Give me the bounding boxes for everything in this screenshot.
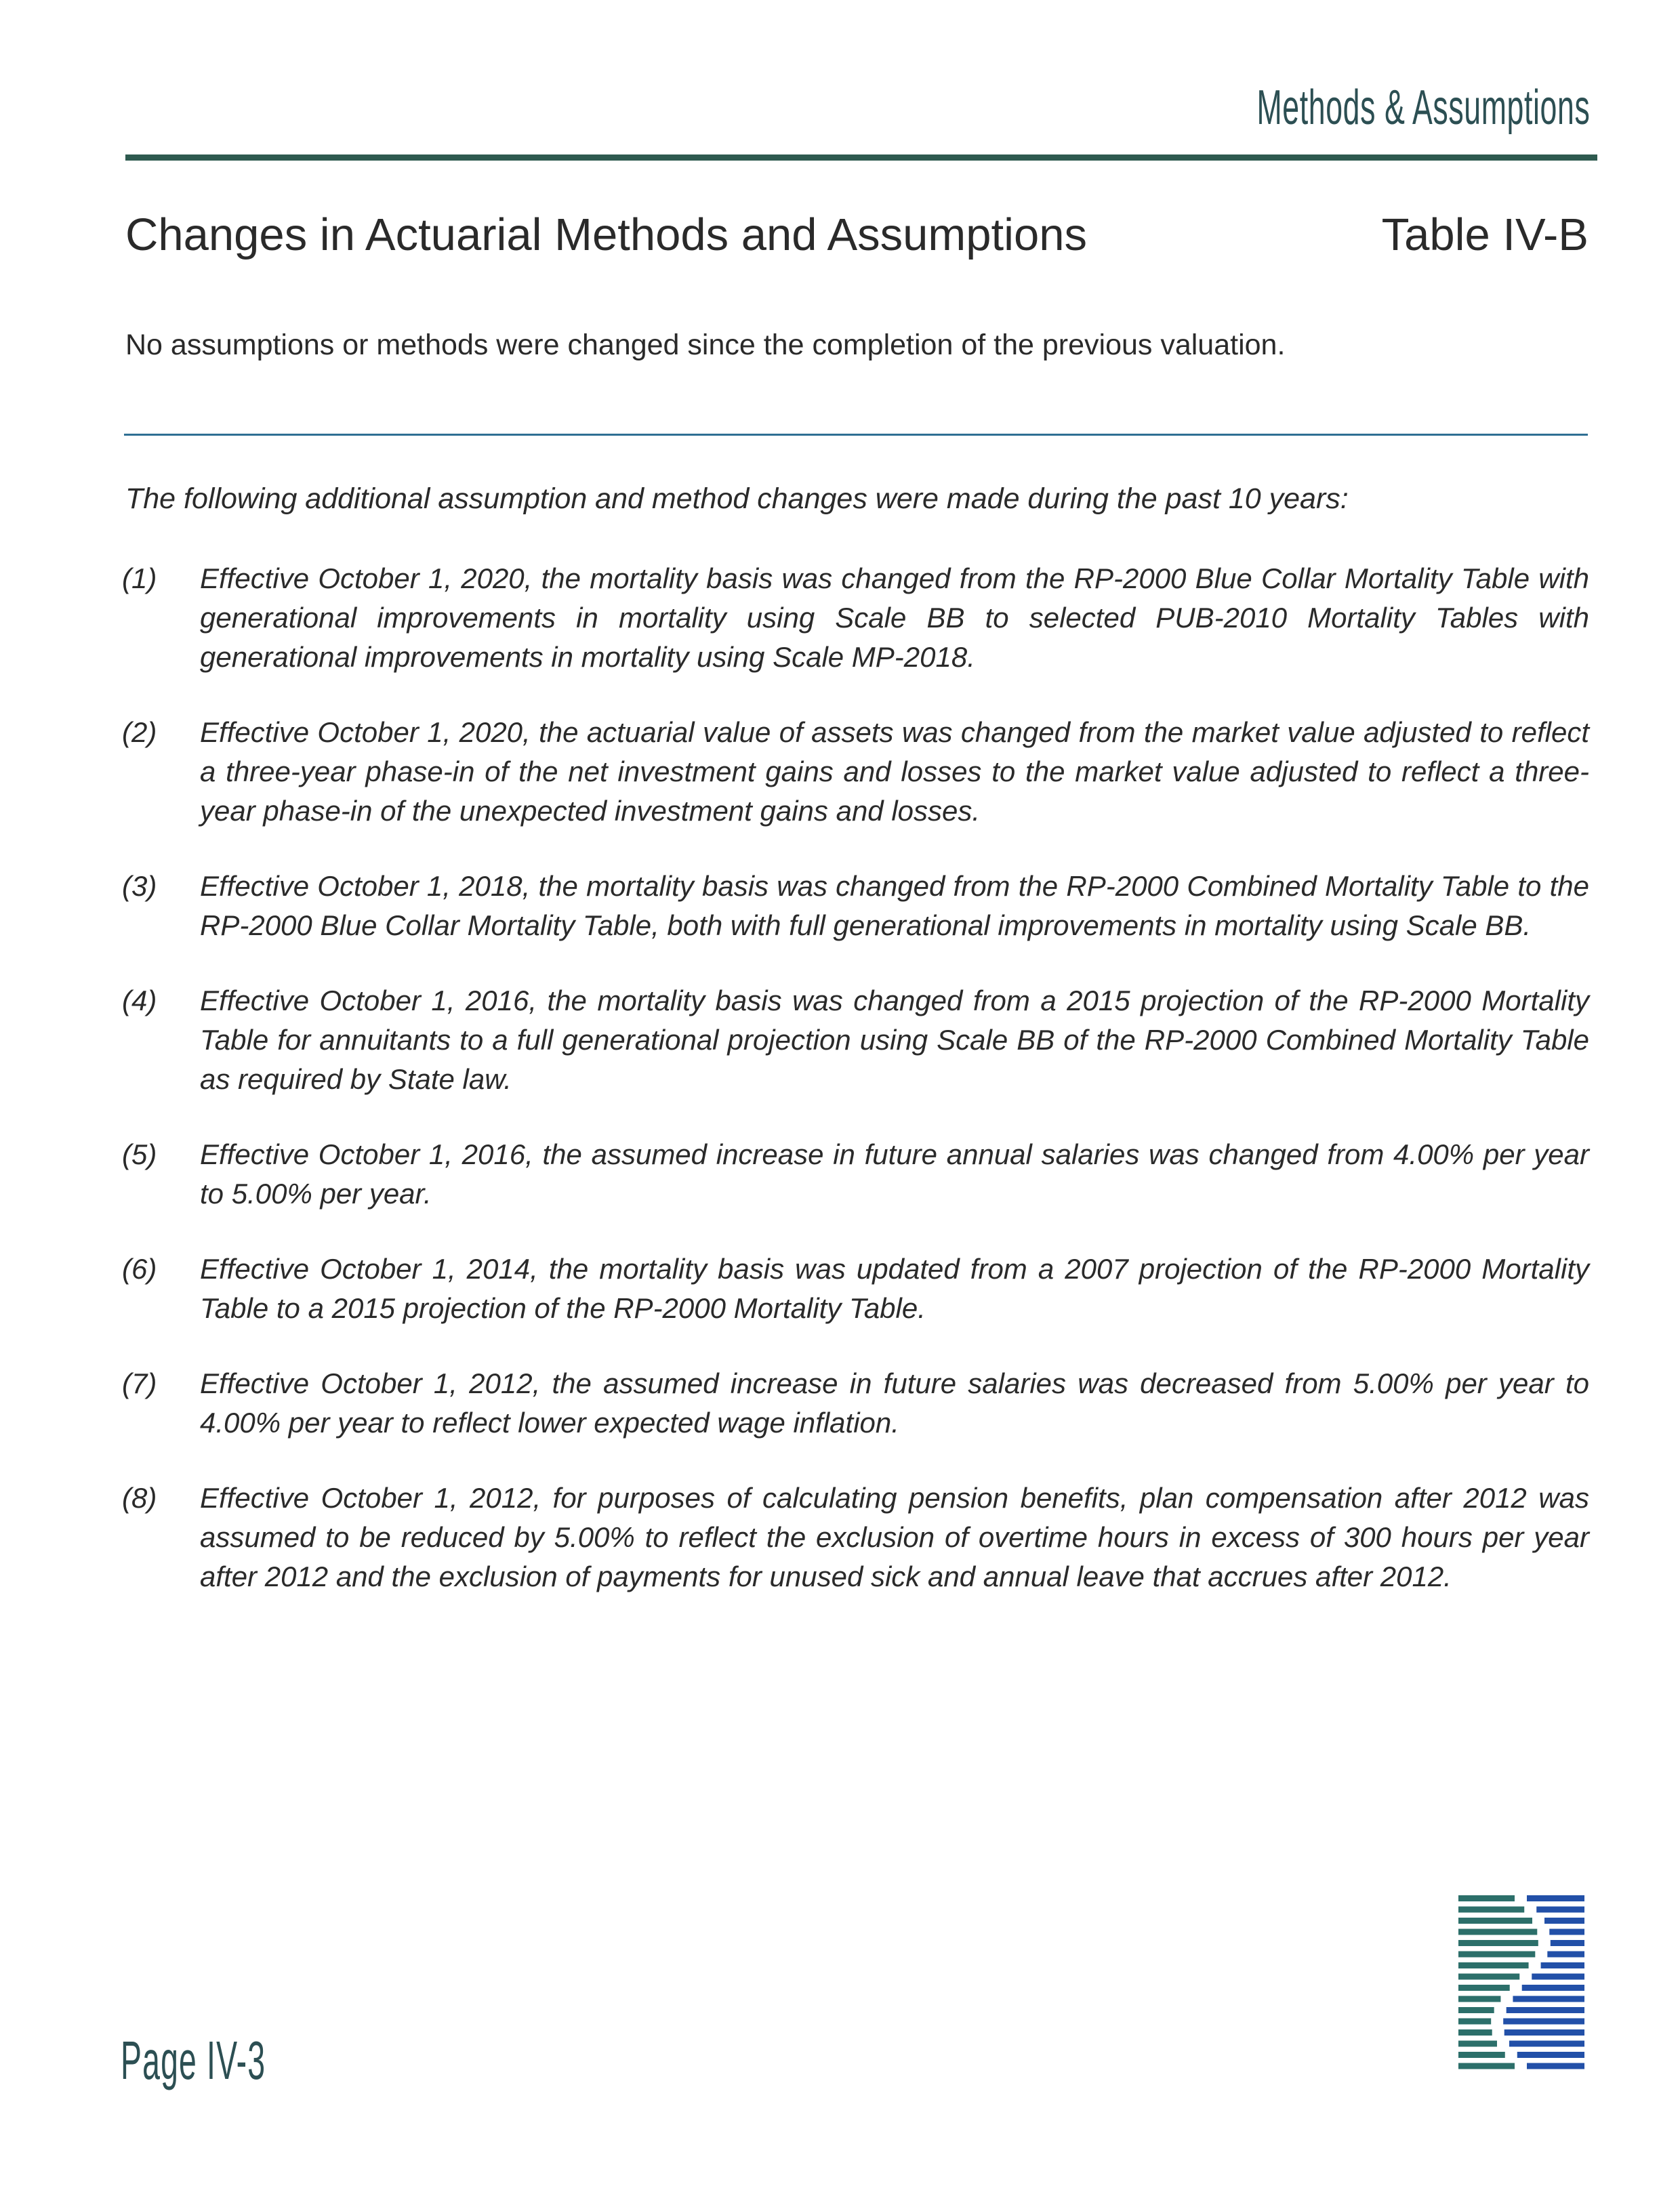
page-header [0,0,1680,176]
item-text: Effective October 1, 2014, the mortality basis was updated from a 2007 projection of the RP-2000 Mortality Table to a 2015 projection of the RP-2000 Mortality Table. [200,1253,1589,1324]
logo-stripe-right [1504,2029,1584,2036]
logo-stripe-left [1458,1940,1538,1946]
logo-stripe-right [1536,1907,1584,1913]
divider-rule [124,434,1588,436]
logo-stripe-right [1509,2041,1584,2047]
logo-stripe-right [1541,1962,1584,1968]
logo-stripe-right [1527,1895,1584,1901]
logo-stripe-right [1503,2019,1584,2025]
table-id: Table IV-B [1381,209,1589,260]
list-item [122,1250,1589,1328]
intro-note: No assumptions or methods were changed since the completion of the previous valuation. [125,329,1286,361]
logo-stripe-right [1507,2007,1584,2013]
logo-stripe-left [1458,1952,1535,1958]
logo-stripe-right [1549,1929,1584,1935]
item-number: (7) [122,1367,157,1399]
page-title: Changes in Actuarial Methods and Assumptions [125,209,1088,260]
logo-stripe-left [1458,2063,1515,2069]
logo-stripe-left [1458,1895,1515,1901]
logo-stripe-right [1547,1952,1584,1958]
logo-stripe-left [1458,1974,1519,1980]
item-text: Effective October 1, 2020, the actuarial value of assets was changed from the market value adjusted to reflect a three-year phase-in of the net investment gains and losses to the market value adjusted to reflect a three-year phase-in of the unexpected investment gains and losses. [200,716,1589,827]
item-number: (2) [122,716,157,748]
change-list [122,559,1589,1632]
logo-stripe-left [1458,2029,1492,2036]
item-number: (5) [122,1138,157,1170]
logo-stripe-right [1544,1918,1584,1924]
logo-stripe-right [1517,2052,1584,2058]
item-number: (6) [122,1253,157,1285]
logo-stripe-left [1458,2019,1491,2025]
list-item [122,1479,1589,1596]
item-text: Effective October 1, 2020, the mortality basis was changed from the RP-2000 Blue Collar Mortality Table with generational improvements in mortality using Scale BB to selected PUB-2010 Mortality Tables with generational improvements in mortality using Scale MP-2018. [200,562,1589,673]
list-item [122,713,1589,831]
list-item [122,1135,1589,1214]
logo-stripe-right [1527,2063,1584,2069]
page-number: Page IV-3 [121,2030,266,2090]
list-item [122,981,1589,1099]
logo-stripe-right [1513,1996,1584,2002]
list-item [122,559,1589,677]
logo-stripe-right [1532,1974,1584,1980]
changes-heading: The following additional assumption and method changes were made during the past 10 years: [125,482,1349,515]
item-text: Effective October 1, 2016, the mortality basis was changed from a 2015 projection of the RP-2000 Mortality Table for annuitants to a full generational projection using Scale BB of the RP-2000 Combined Mortality Table as required by State law. [200,985,1589,1095]
header-rule [125,154,1597,161]
logo-stripe-left [1458,1907,1524,1913]
logo-stripe-right [1551,1940,1584,1946]
section-label: Methods & Assumptions [1256,81,1590,135]
logo-stripe-left [1458,1962,1529,1968]
company-logo-icon [1457,1894,1586,2073]
logo-stripe-left [1458,1929,1537,1935]
logo-stripe-right [1522,1985,1584,1991]
item-text: Effective October 1, 2012, for purposes of calculating pension benefits, plan compensation after 2012 was assumed to be reduced by 5.00% to reflect the exclusion of overtime hours in excess of 300 hours per year after 2012 and the exclusion of payments for unused sick and annual leave that accrues after 2012. [200,1482,1589,1592]
item-number: (8) [122,1482,157,1514]
logo-stripe-left [1458,2041,1497,2047]
logo-stripe-left [1458,1918,1532,1924]
list-item [122,867,1589,945]
item-number: (1) [122,562,157,594]
item-text: Effective October 1, 2016, the assumed increase in future annual salaries was changed from 4.00% per year to 5.00% per year. [200,1138,1589,1210]
item-text: Effective October 1, 2018, the mortality basis was changed from the RP-2000 Combined Mortality Table to the RP-2000 Blue Collar Mortality Table, both with full generational improvements in mortality using Scale BB. [200,870,1589,941]
logo-stripe-left [1458,2007,1494,2013]
item-number: (3) [122,870,157,902]
logo-stripe-left [1458,1985,1510,1991]
list-item [122,1364,1589,1443]
item-text: Effective October 1, 2012, the assumed increase in future salaries was decreased from 5.00% per year to 4.00% per year to reflect lower expected wage inflation. [200,1367,1589,1439]
logo-stripes [1458,1895,1584,2069]
logo-stripe-left [1458,2052,1505,2058]
item-number: (4) [122,985,157,1016]
logo-stripe-left [1458,1996,1500,2002]
